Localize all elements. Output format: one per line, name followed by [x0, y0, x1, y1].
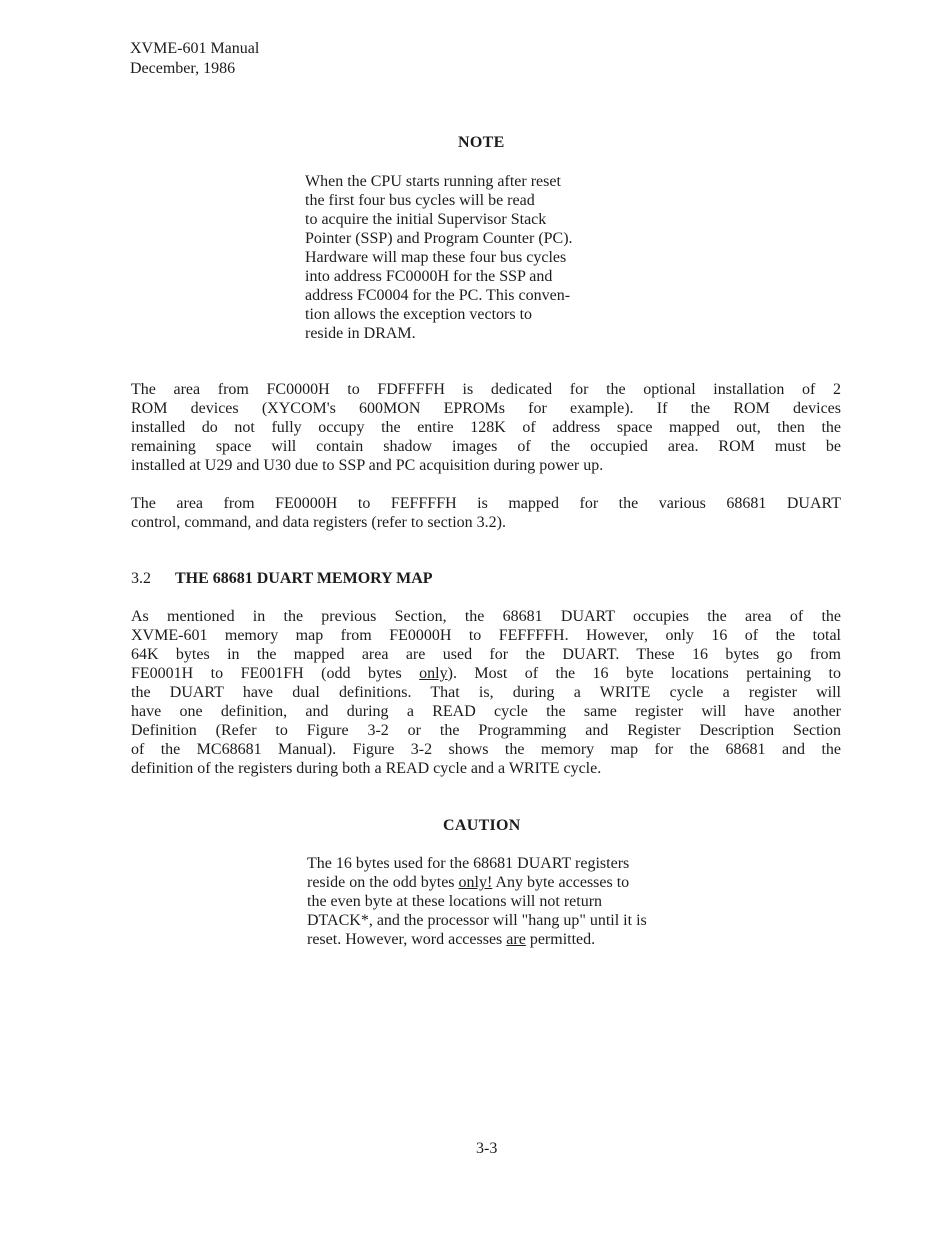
- paragraph-line: 64K bytes in the mapped area are used for the DUART. These 16 bytes go from: [131, 646, 841, 663]
- underlined-only: only: [419, 665, 448, 682]
- header-manual-title: XVME-601 Manual: [130, 40, 260, 57]
- duart-memory-map-paragraph: [131, 607, 841, 778]
- note-line: When the CPU starts running after reset: [305, 173, 561, 190]
- paragraph-line: definition of the registers during both a READ cycle and a WRITE cycle.: [131, 760, 602, 777]
- rom-area-paragraph: [131, 380, 841, 475]
- paragraph-line: installed at U29 and U30 due to SSP and PC acquisition during power up.: [131, 457, 604, 474]
- paragraph-line: XVME-601 memory map from FE0000H to FEFFFFH. However, only 16 of the total: [131, 627, 841, 644]
- header-date: December, 1986: [130, 60, 236, 77]
- note-line: reside in DRAM.: [305, 325, 416, 342]
- caution-box: [307, 854, 647, 949]
- note-line: to acquire the initial Supervisor Stack: [305, 211, 547, 228]
- caution-line: reset. However, word accesses are permitted.: [307, 931, 596, 948]
- caution-line: reside on the odd bytes only! Any byte accesses to: [307, 874, 630, 891]
- duart-area-paragraph: [131, 494, 841, 532]
- paragraph-line: control, command, and data registers (refer to section 3.2).: [131, 514, 506, 531]
- paragraph-line: of the MC68681 Manual). Figure 3-2 shows the memory map for the 68681 and the: [131, 741, 841, 758]
- caution-line: DTACK*, and the processor will "hang up" until it is: [307, 912, 647, 929]
- page-header: [130, 39, 259, 79]
- section-heading: [131, 569, 433, 589]
- caution-line: the even byte at these locations will not return: [307, 893, 603, 910]
- paragraph-line: the DUART have dual definitions. That is, during a WRITE cycle a register will: [131, 684, 841, 701]
- section-number: 3.2: [131, 570, 151, 587]
- caution-title: CAUTION: [443, 817, 521, 834]
- underlined-are: are: [506, 931, 526, 948]
- underlined-only: only!: [458, 874, 493, 891]
- paragraph-line: FE0001H to FE001FH (odd bytes only). Most of the 16 byte locations pertaining to: [131, 665, 841, 682]
- note-line: into address FC0000H for the SSP and: [305, 268, 553, 285]
- page-number: 3-3: [476, 1140, 498, 1157]
- paragraph-line: As mentioned in the previous Section, the 68681 DUART occupies the area of the: [131, 608, 841, 625]
- note-line: tion allows the exception vectors to: [305, 306, 533, 323]
- note-line: address FC0004 for the PC. This conven-: [305, 287, 571, 304]
- paragraph-line: remaining space will contain shadow images of the occupied area. ROM must be: [131, 438, 841, 455]
- paragraph-line: installed do not fully occupy the entire 128K of address space mapped out, then the: [131, 419, 841, 436]
- note-line: Hardware will map these four bus cycles: [305, 249, 567, 266]
- note-line: the first four bus cycles will be read: [305, 192, 535, 209]
- paragraph-line: ROM devices (XYCOM's 600MON EPROMs for example). If the ROM devices: [131, 400, 841, 417]
- paragraph-line: have one definition, and during a READ cycle the same register will have another: [131, 703, 841, 720]
- paragraph-line: The area from FE0000H to FEFFFFH is mapped for the various 68681 DUART: [131, 495, 841, 512]
- note-box: [305, 172, 573, 343]
- note-line: Pointer (SSP) and Program Counter (PC).: [305, 230, 573, 247]
- note-title: NOTE: [458, 134, 505, 151]
- paragraph-line: Definition (Refer to Figure 3-2 or the Programming and Register Description Section: [131, 722, 841, 739]
- section-title: THE 68681 DUART MEMORY MAP: [175, 570, 433, 587]
- paragraph-line: The area from FC0000H to FDFFFFH is dedicated for the optional installation of 2: [131, 381, 841, 398]
- caution-line: The 16 bytes used for the 68681 DUART registers: [307, 855, 630, 872]
